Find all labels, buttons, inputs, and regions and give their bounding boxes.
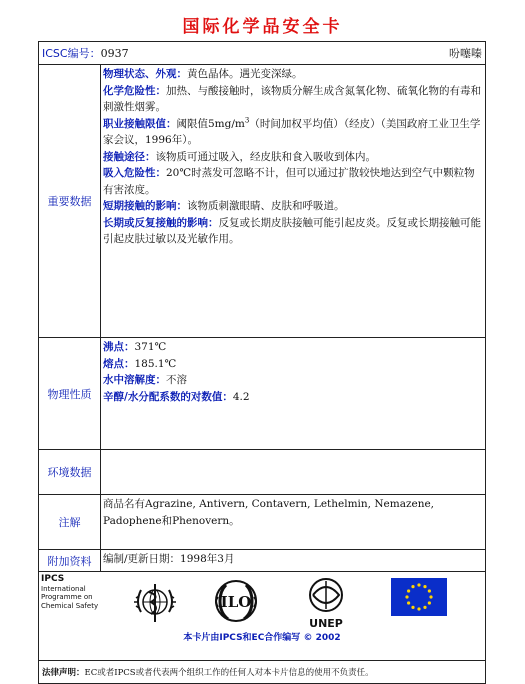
ilo-emblem-icon (212, 577, 260, 625)
occupational-limit: 职业接触限值：阈限值$5mg/m^3$（时间加权平均值）（经皮）（美国政府工业卫生学家会议，1996年）。 (103, 116, 481, 146)
legal-notice-row (39, 661, 485, 683)
legal-notice-text: EC或者IPCS或者代表两个组织工作的任何人对本卡片信息的使用不负责任。 (84, 668, 374, 678)
eu-flag-icon (391, 578, 447, 616)
eu-star-icon (423, 585, 426, 588)
icsc-number (42, 45, 129, 61)
eu-star-icon (411, 606, 414, 609)
notes-label: 注解 (39, 495, 101, 549)
environment-data-row (39, 450, 485, 495)
unep-emblem-icon (301, 575, 351, 629)
boiling-point: 沸点：371℃ (103, 341, 167, 353)
important-data-content (101, 65, 485, 337)
eu-star-icon (411, 585, 414, 588)
eu-star-icon (417, 607, 420, 610)
water-solubility: 水中溶解度：不溶 (103, 374, 187, 386)
exposure-route: 接触途径：该物质可通过吸入，经皮肤和食入吸收到体内。 (103, 150, 376, 163)
eu-star-icon (407, 601, 410, 604)
eu-star-icon (429, 595, 432, 598)
eu-star-icon (405, 595, 408, 598)
ipcs-logo-text: IPCS International Programme on Chemical Safety (41, 574, 99, 610)
long-term-effects: 长期或反复接触的影响：反复或长期皮肤接触可能引起皮炎。反复或长期接触可能引起皮肤过敏以及光敏作用。 (103, 216, 481, 245)
important-data-label: 重要数据 (39, 65, 101, 337)
inhalation-risk: 吸入危险性：20℃时蒸发可忽略不计，但可以通过扩散较快地达到空气中颗粒物有害浓度。 (103, 167, 475, 196)
additional-info-content: 编制/更新日期：1998年3月 (103, 553, 235, 565)
short-term-effects: 短期接触的影响：该物质刺激眼睛、皮肤和呼吸道。 (103, 200, 345, 212)
eu-star-icon (428, 589, 431, 592)
environment-data-content (101, 450, 485, 494)
environment-data-label: 环境数据 (39, 450, 101, 494)
legal-notice-label: 法律声明： (42, 668, 85, 678)
additional-info-row (39, 550, 485, 572)
important-data-row (39, 65, 485, 338)
physical-properties-content (101, 338, 485, 449)
eu-star-icon (423, 606, 426, 609)
ilo-logo-label: ILO (220, 593, 252, 611)
page-title: 国际化学品安全卡 (182, 17, 343, 37)
log-pow: 辛醇/水分配系数的对数值：4.2 (103, 390, 250, 403)
chemical-hazard: 化学危险性：加热、与酸接触时，该物质分解生成含氮氧化物、硫氧化物的有毒和刺激性烟雾。 (103, 84, 481, 113)
eu-star-icon (417, 583, 420, 586)
notes-content: 商品名有Agrazine, Antivern, Contavern, Lethelmin, Nemazene, Padophene和Phenovern。 (103, 498, 435, 527)
who-emblem-icon (131, 578, 179, 626)
melting-point: 熔点：185.1℃ (103, 357, 177, 370)
eu-star-icon (407, 589, 410, 592)
physical-state: 物理状态、外观：黄色晶体。遇光变深绿。 (103, 68, 303, 80)
card-footer: 本卡片由IPCS和EC合作编写 © 2002 (183, 633, 341, 643)
chemical-name: 吩噻嗪 (449, 47, 482, 60)
logos-row (39, 572, 485, 661)
safety-card (38, 41, 486, 684)
icsc-header-row (39, 42, 485, 65)
physical-properties-row (39, 338, 485, 450)
physical-properties-label: 物理性质 (39, 338, 101, 449)
icsc-number-value: 0937 (100, 47, 129, 60)
icsc-label: ICSC编号： (42, 47, 101, 60)
notes-row (39, 495, 485, 550)
additional-info-label: 附加资料 (39, 550, 101, 571)
unep-logo-label: UNEP (309, 617, 343, 629)
eu-star-icon (428, 601, 431, 604)
